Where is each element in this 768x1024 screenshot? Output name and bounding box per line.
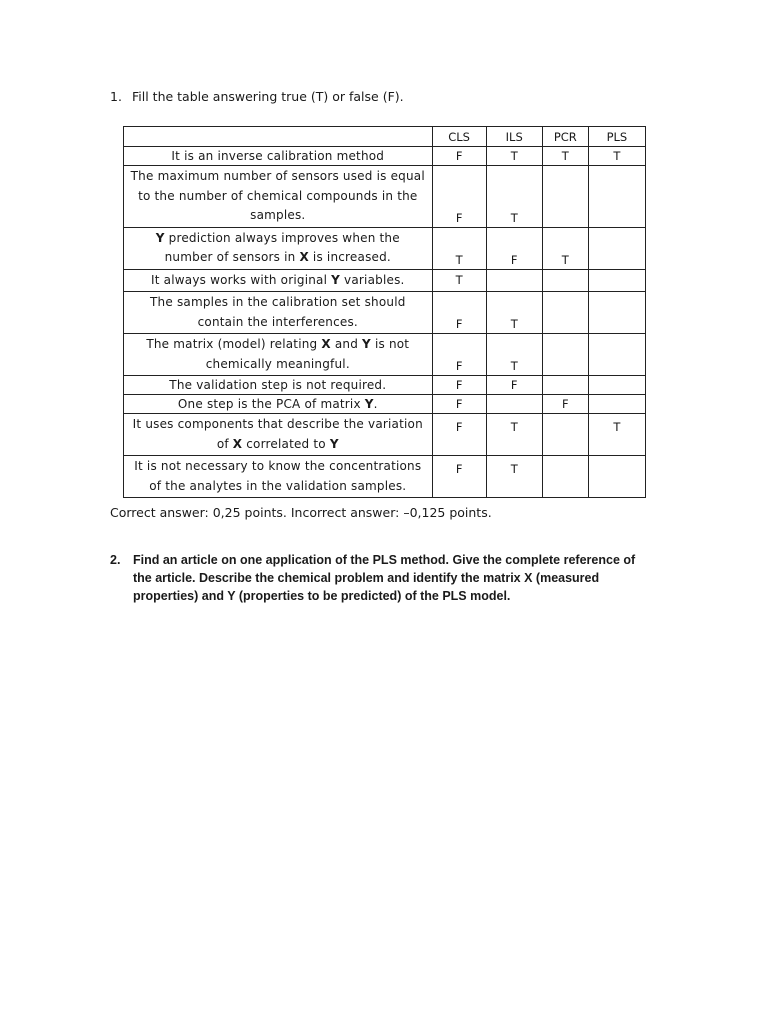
cell-ils: F <box>486 376 542 395</box>
cell-cls: F <box>432 166 486 228</box>
question-1-prompt: Fill the table answering true (T) or false (F). <box>132 89 404 104</box>
row-statement <box>124 395 433 414</box>
cell-pls: T <box>588 414 645 456</box>
cell-pcr <box>542 292 588 334</box>
question-1-number: 1. <box>110 89 122 104</box>
bold-y: Y <box>329 436 339 451</box>
cell-ils: T <box>486 414 542 456</box>
cell-pcr <box>542 376 588 395</box>
table-row <box>124 227 646 269</box>
cell-ils <box>486 269 542 292</box>
cell-pls <box>588 376 645 395</box>
statement-text: It always works with original <box>151 272 332 287</box>
cell-pcr: T <box>542 227 588 269</box>
cell-pls <box>588 292 645 334</box>
table-row <box>124 147 646 166</box>
bold-x: X <box>321 337 331 351</box>
cell-ils: T <box>486 147 542 166</box>
statement-text: is increased. <box>308 250 391 264</box>
row-statement: The samples in the calibration set should contain the interferences. <box>124 292 433 334</box>
header-ils: ILS <box>486 127 542 147</box>
question-2-text-part: Find an article on one application of the PLS method. Give the complete reference of the article. Describe the chemical problem and identify the matrix <box>133 553 636 585</box>
header-empty <box>124 127 433 147</box>
statement-text: variables. <box>340 272 405 287</box>
cell-pcr: F <box>542 395 588 414</box>
cell-pcr <box>542 334 588 376</box>
bold-x: X <box>524 571 533 585</box>
cell-cls: F <box>432 376 486 395</box>
statement-text: . <box>373 397 378 411</box>
statement-text: It uses components that describe the variation of <box>132 417 423 451</box>
answer-table <box>123 126 646 498</box>
cell-cls: F <box>432 456 486 498</box>
table-row <box>124 395 646 414</box>
header-cls: CLS <box>432 127 486 147</box>
cell-cls: T <box>432 227 486 269</box>
cell-ils: T <box>486 334 542 376</box>
cell-cls: T <box>432 269 486 292</box>
cell-ils <box>486 395 542 414</box>
table-row <box>124 269 646 292</box>
cell-pls <box>588 227 645 269</box>
cell-ils: T <box>486 166 542 228</box>
bold-x: X <box>232 436 243 451</box>
cell-pls <box>588 334 645 376</box>
row-statement: It is an inverse calibration method <box>124 147 433 166</box>
bold-y: Y <box>155 230 165 245</box>
cell-pcr: T <box>542 147 588 166</box>
statement-text: prediction always improves when the number of sensors in <box>164 230 400 264</box>
cell-cls: F <box>432 414 486 456</box>
question-2-number: 2. <box>110 553 121 567</box>
question-1 <box>110 89 404 104</box>
table-row <box>124 334 646 376</box>
table-row <box>124 414 646 456</box>
bold-y: Y <box>331 272 341 287</box>
row-statement: The maximum number of sensors used is equal to the number of chemical compounds in the samples. <box>124 166 433 228</box>
bold-y: Y <box>227 589 236 603</box>
row-statement <box>124 227 433 269</box>
cell-pcr <box>542 456 588 498</box>
statement-text: One step is the PCA of matrix <box>177 397 365 411</box>
bold-y: Y <box>362 337 371 351</box>
bold-x: X <box>299 250 309 264</box>
cell-ils: T <box>486 456 542 498</box>
table-header-row <box>124 127 646 147</box>
statement-text: is not chemically meaningful. <box>205 337 410 371</box>
cell-pls <box>588 166 645 228</box>
cell-pcr <box>542 269 588 292</box>
statement-text: and <box>330 337 363 351</box>
cell-cls: F <box>432 334 486 376</box>
question-2-text-part: (properties to be predicted) of the PLS model. <box>235 589 511 603</box>
table-row <box>124 166 646 228</box>
question-2-text <box>133 551 655 605</box>
table-row <box>124 456 646 498</box>
cell-ils: F <box>486 227 542 269</box>
statement-text: The matrix (model) relating <box>146 337 322 351</box>
table-row <box>124 292 646 334</box>
cell-ils: T <box>486 292 542 334</box>
row-statement: The validation step is not required. <box>124 376 433 395</box>
cell-cls: F <box>432 147 486 166</box>
bold-y: Y <box>364 397 374 411</box>
header-pls: PLS <box>588 127 645 147</box>
question-2-text-part: (measured properties) and <box>133 571 600 603</box>
cell-pls <box>588 269 645 292</box>
row-statement: It is not necessary to know the concentrations of the analytes in the validation samples. <box>124 456 433 498</box>
table-row <box>124 376 646 395</box>
cell-pls: T <box>588 147 645 166</box>
cell-pcr <box>542 414 588 456</box>
header-pcr: PCR <box>542 127 588 147</box>
cell-cls: F <box>432 292 486 334</box>
cell-pls <box>588 456 645 498</box>
statement-text: correlated to <box>242 436 330 451</box>
scoring-note: Correct answer: 0,25 points. Incorrect answer: –0,125 points. <box>110 505 492 520</box>
row-statement <box>124 269 433 292</box>
cell-cls: F <box>432 395 486 414</box>
cell-pcr <box>542 166 588 228</box>
row-statement <box>124 334 433 376</box>
cell-pls <box>588 395 645 414</box>
question-2 <box>110 551 655 605</box>
row-statement <box>124 414 433 456</box>
